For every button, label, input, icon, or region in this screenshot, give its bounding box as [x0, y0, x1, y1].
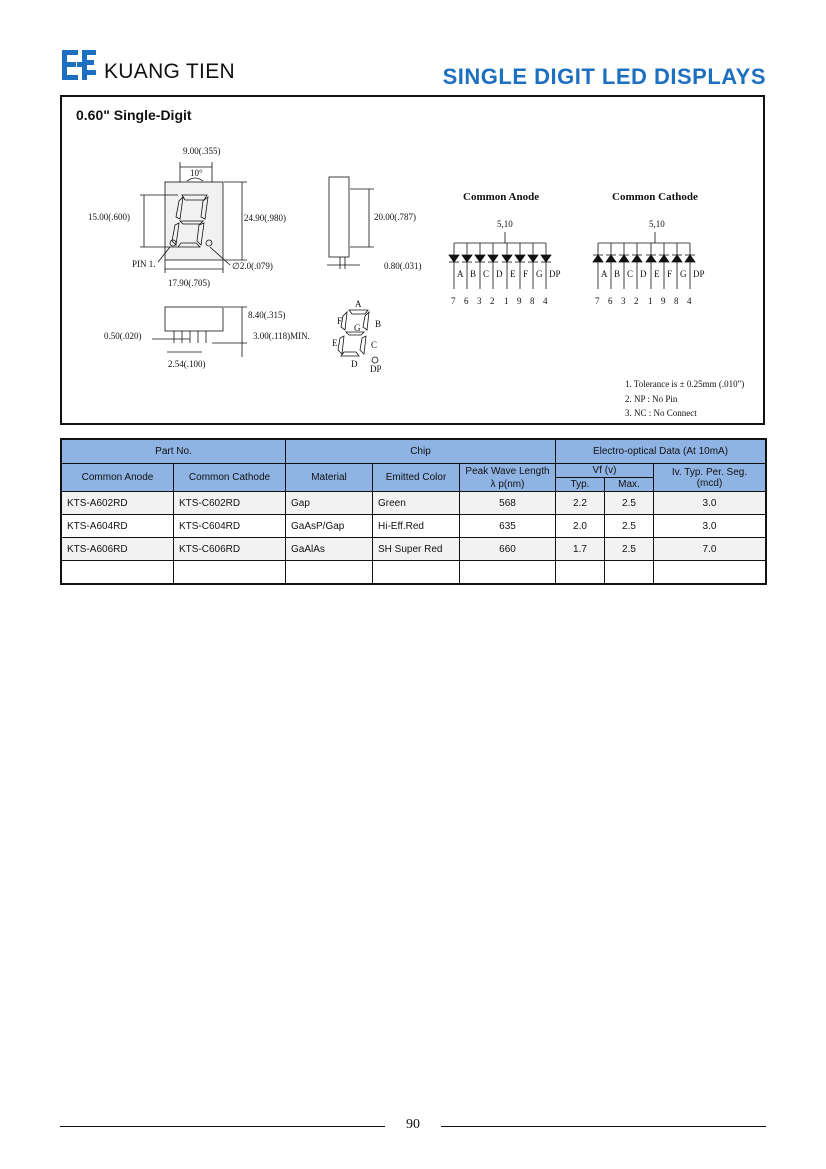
anode-seg-d: D — [496, 269, 503, 279]
note-tolerance: 1. Tolerance is ± 0.25mm (.010") — [625, 379, 745, 389]
dim-height-right: 24.90(.980) — [244, 213, 286, 223]
cathode-seg-dp: DP — [693, 269, 705, 279]
header-chip: Chip — [286, 439, 556, 464]
cell-material: GaAsP/Gap — [286, 515, 373, 538]
anode-common-pins: 5,10 — [497, 219, 513, 229]
anode-seg-f: F — [523, 269, 529, 279]
cell-max: 2.5 — [605, 515, 654, 538]
dim-pin1: PIN 1. — [132, 259, 156, 269]
cathode-seg-c: C — [627, 269, 634, 279]
anode-pin: 9 — [517, 296, 522, 306]
cathode-seg-d: D — [640, 269, 647, 279]
cathode-pin: 8 — [674, 296, 679, 306]
cell-iv: 3.0 — [654, 492, 767, 515]
header-common-cathode: Common Cathode — [174, 464, 286, 492]
cathode-seg-e: E — [654, 269, 660, 279]
seg-label-b: B — [375, 319, 382, 329]
cathode-seg-g: G — [680, 269, 687, 279]
anode-pin: 8 — [530, 296, 535, 306]
cell-peak: 635 — [460, 515, 556, 538]
header-emitted-color: Emitted Color — [373, 464, 460, 492]
cell-typ: 2.2 — [556, 492, 605, 515]
cathode-pin: 4 — [687, 296, 692, 306]
note-no-pin: 2. NP : No Pin — [625, 394, 678, 404]
cell-anode: KTS-A606RD — [61, 538, 174, 561]
peak-wavelength-line2: λ p(nm) — [490, 478, 525, 490]
cell-cathode: KTS-C602RD — [174, 492, 286, 515]
seg-label-dp: DP — [370, 364, 382, 374]
anode-seg-dp: DP — [549, 269, 561, 279]
dim-bottom-height: 8.40(.315) — [248, 310, 286, 320]
company-logo — [60, 48, 98, 82]
product-subtitle: 0.60" Single-Digit — [76, 107, 192, 123]
cell-material: GaAlAs — [286, 538, 373, 561]
cell-max: 2.5 — [605, 538, 654, 561]
anode-pin: 1 — [504, 296, 509, 306]
anode-seg-a: A — [457, 269, 464, 279]
cathode-pin-numbers — [595, 296, 692, 306]
seg-label-e: E — [332, 338, 338, 348]
seg-label-d: D — [351, 359, 358, 369]
anode-seg-b: B — [470, 269, 477, 279]
cathode-seg-f: F — [667, 269, 673, 279]
header-vf: Vf (v) — [556, 464, 654, 478]
dim-pitch: 2.54(.100) — [168, 359, 206, 369]
header-part-no: Part No. — [61, 439, 286, 464]
header-electro-optical: Electro-optical Data (At 10mA) — [556, 439, 767, 464]
note-no-connect: 3. NC : No Connect — [625, 408, 697, 418]
cathode-seg-a: A — [601, 269, 608, 279]
header-vf-max: Max. — [605, 478, 654, 492]
cell-cathode: KTS-C606RD — [174, 538, 286, 561]
anode-pin: 7 — [451, 296, 456, 306]
cell-material: Gap — [286, 492, 373, 515]
dim-width-top: 9.00(.355) — [183, 146, 221, 156]
series-title: SINGLE DIGIT LED DISPLAYS — [442, 64, 766, 89]
anode-pin-numbers — [451, 296, 548, 306]
specifications-table — [60, 438, 767, 585]
dim-width-bottom: 17.90(.705) — [168, 278, 210, 288]
seg-label-f: F — [337, 316, 343, 326]
cell-color: Hi-Eff.Red — [373, 515, 460, 538]
anode-circuit-title: Common Anode — [463, 191, 540, 203]
brand-name: KUANG TIEN — [104, 60, 235, 83]
header-iv: Iv. Typ. Per. Seg. (mcd) — [654, 464, 767, 492]
cell-typ: 2.0 — [556, 515, 605, 538]
cathode-segment-labels — [601, 269, 705, 279]
cathode-circuit-title: Common Cathode — [612, 191, 698, 203]
header-material: Material — [286, 464, 373, 492]
header-common-anode: Common Anode — [61, 464, 174, 492]
header-peak-wavelength — [460, 464, 556, 492]
cathode-pin: 3 — [621, 296, 626, 306]
cell-peak: 568 — [460, 492, 556, 515]
cathode-diodes — [593, 243, 695, 289]
dimension-drawing-panel — [60, 95, 765, 425]
dim-hole: ∅2.0(.079) — [232, 261, 273, 271]
seg-label-g: G — [354, 323, 361, 333]
cathode-pin: 2 — [634, 296, 639, 306]
cathode-pin: 1 — [648, 296, 653, 306]
header-vf-typ: Typ. — [556, 478, 605, 492]
seg-label-a: A — [355, 299, 362, 309]
dim-angle: 10° — [190, 168, 203, 178]
table-row-empty — [61, 561, 766, 585]
anode-segment-labels — [457, 269, 561, 279]
peak-wavelength-line1: Peak Wave Length — [465, 465, 550, 477]
cell-color: SH Super Red — [373, 538, 460, 561]
cathode-seg-b: B — [614, 269, 621, 279]
anode-seg-g: G — [536, 269, 543, 279]
page-number: 90 — [406, 1117, 420, 1132]
cell-anode: KTS-A602RD — [61, 492, 174, 515]
anode-seg-e: E — [510, 269, 516, 279]
table-row — [61, 492, 766, 515]
anode-pin: 4 — [543, 296, 548, 306]
cell-peak: 660 — [460, 538, 556, 561]
cathode-pin: 6 — [608, 296, 613, 306]
cell-typ: 1.7 — [556, 538, 605, 561]
dim-height-left: 15.00(.600) — [88, 212, 130, 222]
anode-pin: 2 — [490, 296, 495, 306]
anode-pin: 3 — [477, 296, 482, 306]
anode-pin: 6 — [464, 296, 469, 306]
dimension-drawing — [62, 97, 767, 427]
cathode-pin: 7 — [595, 296, 600, 306]
cell-iv: 7.0 — [654, 538, 767, 561]
anode-diodes — [449, 243, 551, 289]
cell-anode: KTS-A604RD — [61, 515, 174, 538]
dim-pin-width: 0.50(.020) — [104, 331, 142, 341]
dim-side-pin: 0.80(.031) — [384, 261, 422, 271]
cathode-common-pins: 5,10 — [649, 219, 665, 229]
cell-max: 2.5 — [605, 492, 654, 515]
table-row — [61, 515, 766, 538]
cell-iv: 3.0 — [654, 515, 767, 538]
dim-side-height: 20.00(.787) — [374, 212, 416, 222]
cell-color: Green — [373, 492, 460, 515]
table-row — [61, 538, 766, 561]
seg-label-c: C — [371, 340, 378, 350]
dim-pin-length: 3.00(.118)MIN. — [253, 331, 310, 341]
cathode-pin: 9 — [661, 296, 666, 306]
cell-cathode: KTS-C604RD — [174, 515, 286, 538]
anode-seg-c: C — [483, 269, 490, 279]
